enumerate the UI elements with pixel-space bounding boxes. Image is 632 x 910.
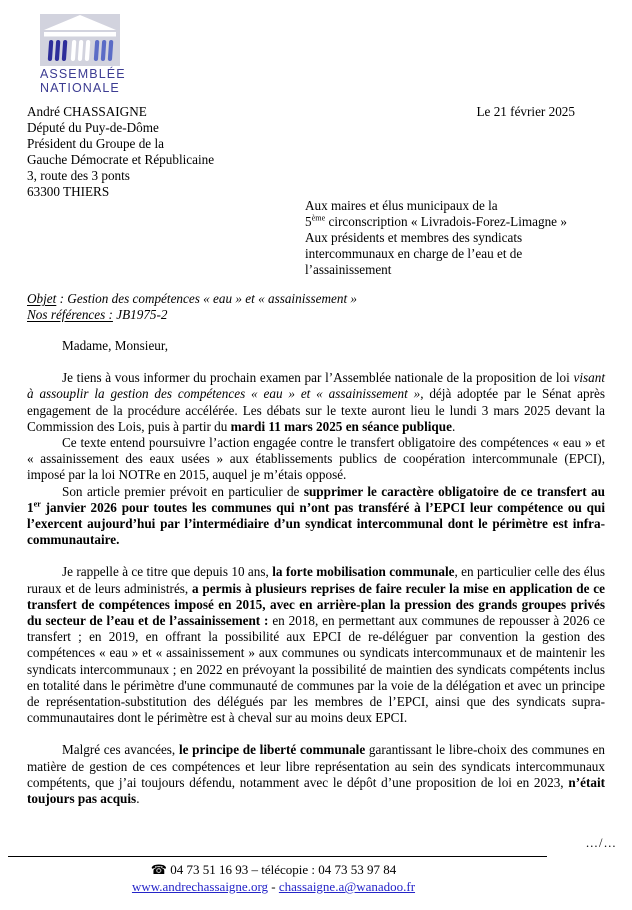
logo-word-assemblee: ASSEMBLÉE: [40, 67, 126, 81]
text-run: , déjà adoptée par le Sénat après engagement de la procédure accélérée. Les débats sur le texte auront lieu le lundi 3 mars 2025 devant la Commission des Lois, puis à partir du: [27, 386, 605, 434]
body-paragraph: [27, 435, 605, 484]
phone-icon: ☎: [150, 863, 167, 878]
text-run: la forte mobilisation communale: [272, 564, 455, 580]
text-run: Aux présidents et membres des syndicats: [305, 230, 523, 245]
text-run: le principe de liberté communale: [178, 742, 366, 758]
recipient-block: [305, 198, 605, 278]
sender-line: Gauche Démocrate et Républicaine: [27, 151, 215, 167]
text-run: .: [451, 418, 456, 434]
recipient-line: [305, 214, 605, 230]
text-run: l’assainissement: [305, 262, 392, 277]
page-continuation-marker: …/…: [585, 836, 617, 850]
footer-divider: [8, 856, 547, 857]
text-run: intercommunaux en charge de l’eau et de: [305, 246, 523, 261]
text-run: Je tiens à vous informer du prochain examen par l’Assemblée nationale de la proposition de loi: [62, 370, 574, 386]
recipient-line: [305, 262, 605, 278]
recipient-line: [305, 198, 605, 214]
subject-line: [27, 307, 357, 323]
body-paragraph: [27, 484, 605, 549]
logo-wordmark: [40, 67, 126, 95]
text-run: Nos références :: [27, 307, 113, 322]
recipient-line: [305, 230, 605, 246]
text-run: n’était toujours pas acquis: [27, 774, 605, 807]
text-run: a permis à plusieurs reprises de faire reculer la mise en application de ce transfert de compétences imposé en 2015, avec en arrière-plan la pression des grands groupes privés du secteur de l’eau et de l’assainissement :: [27, 580, 605, 629]
body-paragraph: [27, 338, 605, 354]
text-run: en 2018, en permettant aux communes de repousser à 2026 ce transfert ; en 2019, en offrant la possibilité aux EPCI de re-déléguer par convention la gestion des compétences « eau » et « assainissement » aux communes ou syndicats intercommunaux et de maintenir les syndicats intercommunaux ; en 2022 en prévoyant la possibilité de maintien des syndicats compétents inclus en totalité dans le périmètre d'une communauté de communes par la voie de la délégation et avec un principe de représentation-substitution des délégués par les membres de l’EPCI, ainsi que des syndicats supra-communautaires dont le périmètre est à cheval sur au moins deux EPCI.: [27, 613, 606, 726]
footer-phone-line: [0, 862, 547, 879]
text-run: ème: [311, 213, 326, 223]
text-run: garantissant le libre-choix des communes en matière de gestion de ces compétences et leur libre représentation au sein des syndicats intercommunaux compétents, que j’ai toujours défendu, notamment avec le dépôt d’une proposition de loi en 2023,: [27, 742, 605, 790]
text-run: Ce texte entend poursuivre l’action engagée contre le transfert obligatoire des compétences « eau » et « assainissement des eaux usées » aux établissements publics de coopération intercommunale (EPCI), imposé par la loi NOTRe en 2015, auquel je m’étais opposé.: [27, 435, 605, 483]
sender-line: 63300 THIERS: [27, 183, 110, 199]
text-run: Malgré ces avancées,: [62, 742, 179, 758]
text-run: , en particulier celle des élus ruraux et de leurs administrés,: [27, 564, 606, 596]
footer-phone-text: 04 73 51 16 93 – télécopie : 04 73 53 97 84: [170, 862, 397, 877]
text-run: visant à assouplir la gestion des compétences « eau » et « assainissement »: [27, 370, 605, 402]
body-paragraph: [27, 564, 605, 726]
letter-body: [27, 338, 605, 807]
email-link[interactable]: chassaigne.a@wanadoo.fr: [278, 879, 416, 894]
text-run: JB1975-2: [112, 307, 168, 322]
text-run: mardi 11 mars 2025 en séance publique: [230, 418, 452, 434]
footer-links: [0, 879, 547, 895]
recipient-line: [305, 246, 605, 262]
text-run: .: [136, 791, 140, 807]
body-paragraph: [27, 742, 605, 807]
assemblee-nationale-emblem-icon: [40, 14, 120, 66]
footer: [0, 862, 547, 895]
logo-word-nationale: NATIONALE: [40, 80, 120, 95]
letter-date: Le 21 février 2025: [476, 104, 575, 119]
text-run: Madame, Monsieur,: [62, 338, 169, 353]
subject-line: [27, 291, 357, 307]
body-paragraph: [27, 370, 605, 435]
assemblee-nationale-logo: [40, 14, 126, 95]
text-run: supprimer le caractère obligatoire de ce transfert au 1: [27, 483, 606, 515]
footer-link-separator: -: [271, 879, 276, 894]
subject-block: [27, 291, 357, 323]
text-run: Je rappelle à ce titre que depuis 10 ans,: [62, 564, 273, 580]
text-run: 5: [305, 214, 312, 229]
text-run: er: [33, 499, 41, 509]
sender-line: Député du Puy-de-Dôme: [27, 119, 159, 135]
text-run: Son article premier prévoit en particulier de: [62, 483, 304, 499]
text-run: Aux maires et élus municipaux de la: [305, 198, 498, 213]
website-link[interactable]: www.andrechassaigne.org: [131, 879, 269, 894]
sender-line: 3, route des 3 ponts: [27, 167, 130, 183]
sender-block: [27, 104, 214, 199]
sender-line: Président du Groupe de la: [27, 135, 164, 151]
text-run: : Gestion des compétences « eau » et « assainissement »: [56, 291, 357, 306]
sender-line: André CHASSAIGNE: [27, 104, 147, 119]
text-run: circonscription « Livradois-Forez-Limagne »: [325, 214, 567, 229]
text-run: janvier 2026 pour toutes les communes qui n’ont pas transféré à l’EPCI leur compétence ou qui l’exercent aujourd’hui par l’intermédiaire d’un syndicat intercommunal dont le périmètre est infra-communautaire.: [27, 499, 605, 548]
text-run: Objet: [27, 291, 57, 306]
